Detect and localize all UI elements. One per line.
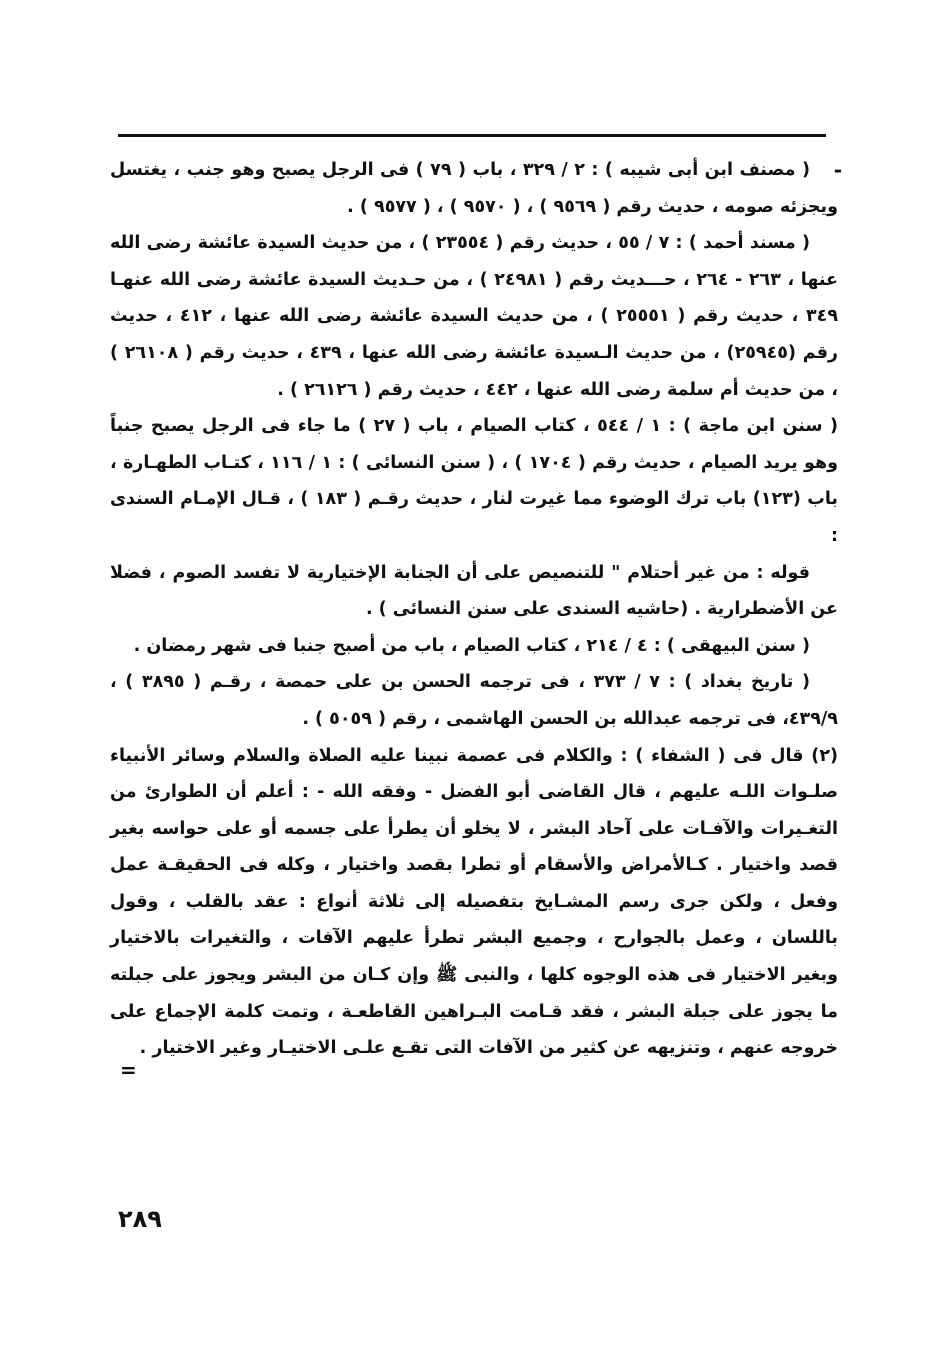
continuation-mark: = bbox=[120, 1058, 137, 1082]
page-number: ٢٨٩ bbox=[118, 1205, 162, 1233]
footnote-citation-bayhaqi: ( سنن البيهقى ) : ٤ / ٢١٤ ، كتاب الصيام ، باب من أصبح جنبا فى شهر رمضان . bbox=[133, 635, 810, 656]
footnote-dash-marker: - bbox=[833, 158, 842, 182]
footnote-2-shifa-quote: (٢) قال فى ( الشفاء ) : والكلام فى عصمة نبينا عليه الصلاة والسلام وسائر الأنبياء صلـوات اللـه عليهم ، قال القاضى أبو الفضل - وفقه الله - : أعلم أن الطوارئ من التغـيرات والآفـات على آحاد البشر ، لا يخلو أن يطرأ على جسمه أو على حواسه بغير قصد واختيار . كـالأمراض والأسقام أو تطرا بقصد واختيار ، وكله فى الحقيقـة عمل وفعل ، ولكن جرى رسم المشـايخ بتفصيله إلى ثلاثة أنواع : عقد بالقلب ، وقول باللسان ، وعمل بالجوارح ، وجميع البشر تطرأ عليهم الآفات ، والتغيرات بالاختيار وبغير الاختيار فى هذه الوجوه كلها ، والنبى ﷺ وإن كـان من البشر ويجوز على جبلته ما يجوز على جبلة البشر ، فقد قـامت البـراهين القاطعـة ، وتمت كلمة الإجماع على خروجه عنهم ، وتنزيهه عن كثير من الآفات التى تقـع علـى الاختيـار وغير الاختيار . bbox=[110, 745, 838, 1059]
footnote-citation-ibn-abi-shaybah: ( مصنف ابن أبى شيبه ) : ٢ / ٣٢٩ ، باب ( ٧٩ ) فى الرجل يصبح وهو جنب ، يغتسل ويجزئه صومه ، حديث رقم ( ٩٥٦٩ ) ، ( ٩٥٧٠ ) ، ( ٩٥٧٧ ) . bbox=[110, 160, 838, 217]
footnote-citation-musnad-ahmad: ( مسند أحمد ) : ٧ / ٥٥ ، حديث رقم ( ٢٣٥٥٤ ) ، من حديث السيدة عائشة رضى الله عنها ، ٢٦٣ - ٢٦٤ ، حـــديث رقم ( ٢٤٩٨١ ) ، من حـديث السيدة عائشة رضى الله عنهـا ٣٤٩ ، حديث رقم ( ٢٥٥٥١ ) ، من حديث السيدة عائشة رضى الله عنها ، ٤١٢ ، حديث رقم (٢٥٩٤٥) ، من حديث الـسيدة عائشة رضى الله عنها ، ٤٣٩ ، حديث رقم ( ٢٦١٠٨ ) ، من حديث أم سلمة رضى الله عنها ، ٤٤٢ ، حديث رقم ( ٢٦١٢٦ ) . bbox=[110, 233, 839, 400]
footnote-citation-ibn-majah: ( سنن ابن ماجة ) : ١ / ٥٤٤ ، كتاب الصيام ، باب ( ٢٧ ) ما جاء فى الرجل يصبح جنباً وهو يريد الصيام ، حديث رقم ( ١٧٠٤ ) ، ( سنن النسائى ) : ١ / ١١٦ ، كتـاب الطهـارة ، باب (١٢٣) باب ترك الوضوء مما غيرت لنار ، حديث رقـم ( ١٨٣ ) ، قـال الإمـام السندى : bbox=[110, 416, 839, 546]
footnotes-block bbox=[110, 152, 842, 1067]
footnote-citation-tarikh-baghdad: ( تاريخ بغداد ) : ٧ / ٣٧٣ ، فى ترجمه الحسن بن على حمصة ، رقـم ( ٣٨٩٥ ) ، ٤٣٩/٩، فى ترجمه عبدالله بن الحسن الهاشمى ، رقم ( ٥٠٥٩ ) . bbox=[110, 672, 838, 729]
footnote-sindi-commentary: قوله : من غير أحتلام " للتنصيص على أن الجنابة الإختيارية لا تفسد الصوم ، فضلا عن الأضطرارية . (حاشيه السندى على سنن النسائى ) . bbox=[110, 562, 838, 620]
footnote-separator-rule bbox=[118, 134, 826, 137]
